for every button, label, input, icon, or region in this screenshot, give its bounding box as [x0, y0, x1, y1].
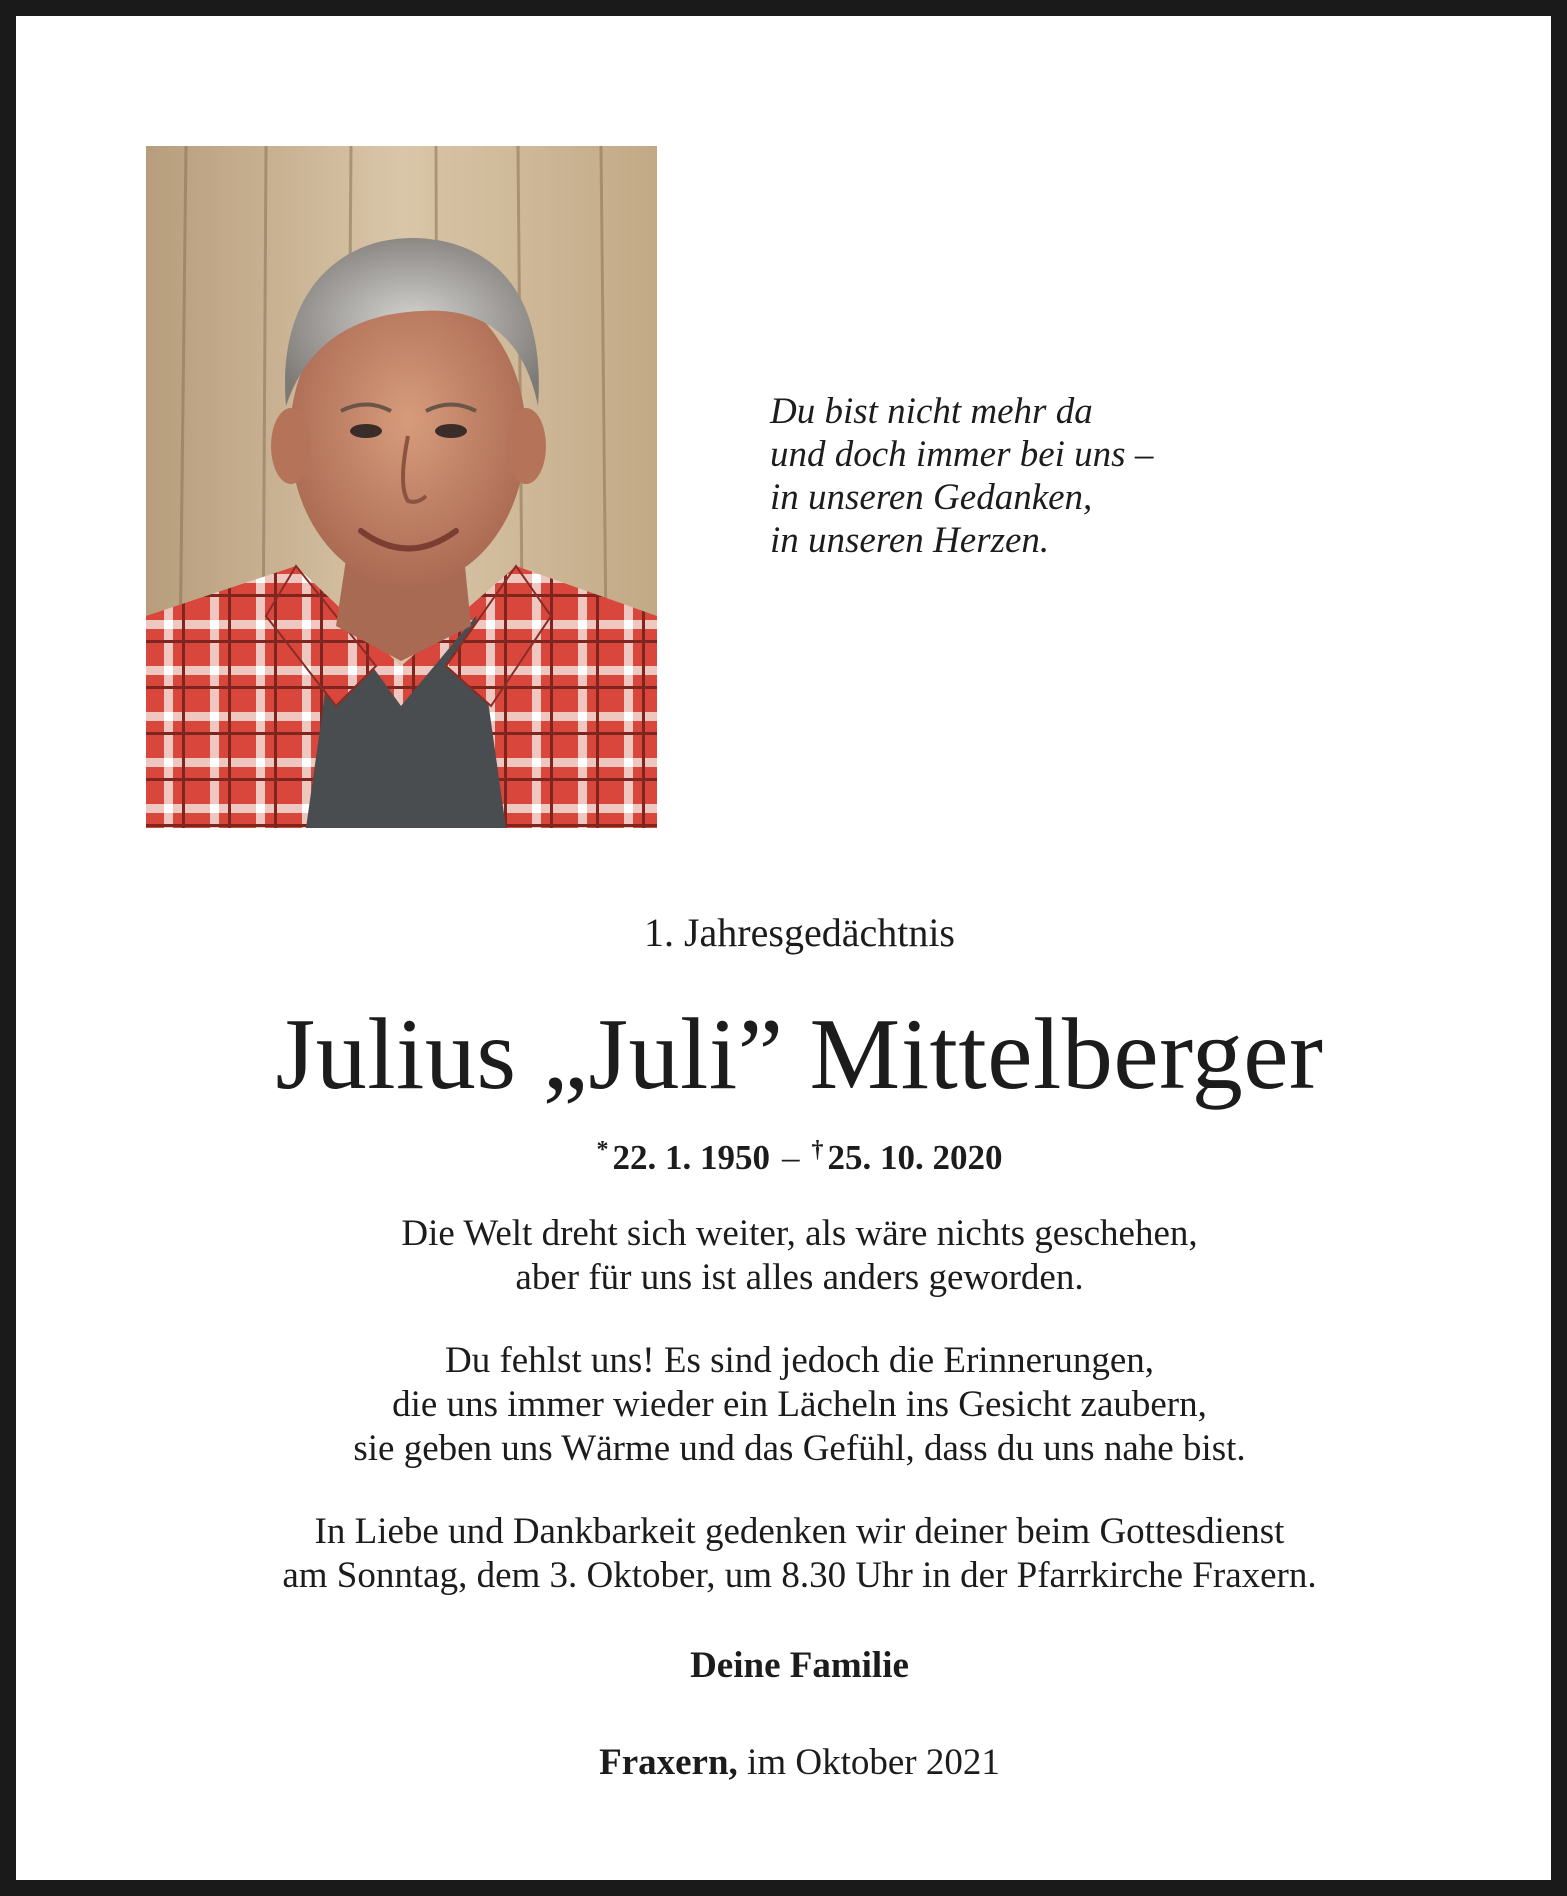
paragraph-line: Die Welt dreht sich weiter, als wäre nichts geschehen,: [401, 1213, 1198, 1254]
text-paragraph: [32, 1339, 1567, 1471]
text-paragraph: [32, 1212, 1567, 1300]
birth-date: 22. 1. 1950: [612, 1138, 770, 1177]
portrait-photo: [146, 146, 657, 828]
place-date-line: [32, 1741, 1567, 1785]
place-town: Fraxern,: [599, 1742, 738, 1783]
paragraph-line: Du fehlst uns! Es sind jedoch die Erinnerungen,: [444, 1340, 1155, 1381]
death-date: 25. 10. 2020: [827, 1138, 1003, 1177]
occasion-heading: 1. Jahresgedächtnis: [643, 910, 955, 955]
poem-line: in unseren Gedanken,: [770, 477, 1093, 518]
signature: Deine Familie: [690, 1645, 909, 1686]
poem: [770, 390, 1390, 562]
poem-line: und doch immer bei uns –: [770, 434, 1154, 475]
birth-star-icon: *: [596, 1137, 609, 1163]
paragraph-line: die uns immer wieder ein Lächeln ins Gesicht zaubern,: [392, 1384, 1207, 1425]
life-dates: [32, 1128, 1567, 1180]
paragraph-line: sie geben uns Wärme und das Gefühl, dass du uns nahe bist.: [353, 1428, 1246, 1469]
paragraph-line: am Sonntag, dem 3. Oktober, um 8.30 Uhr in der Pfarrkirche Fraxern.: [282, 1555, 1317, 1596]
place-date: im Oktober 2021: [747, 1742, 1000, 1783]
poem-line: Du bist nicht mehr da: [770, 391, 1093, 432]
deceased-name: Julius „Juli” Mittelberger: [275, 998, 1324, 1111]
date-separator: –: [782, 1138, 800, 1177]
death-cross-icon: †: [811, 1137, 824, 1163]
paragraph-line: In Liebe und Dankbarkeit gedenken wir deiner beim Gottesdienst: [314, 1511, 1285, 1552]
poem-line: in unseren Herzen.: [770, 520, 1050, 561]
paragraph-line: aber für uns ist alles anders geworden.: [515, 1257, 1084, 1298]
portrait-illustration: [146, 146, 657, 828]
text-paragraph: [32, 1510, 1567, 1598]
